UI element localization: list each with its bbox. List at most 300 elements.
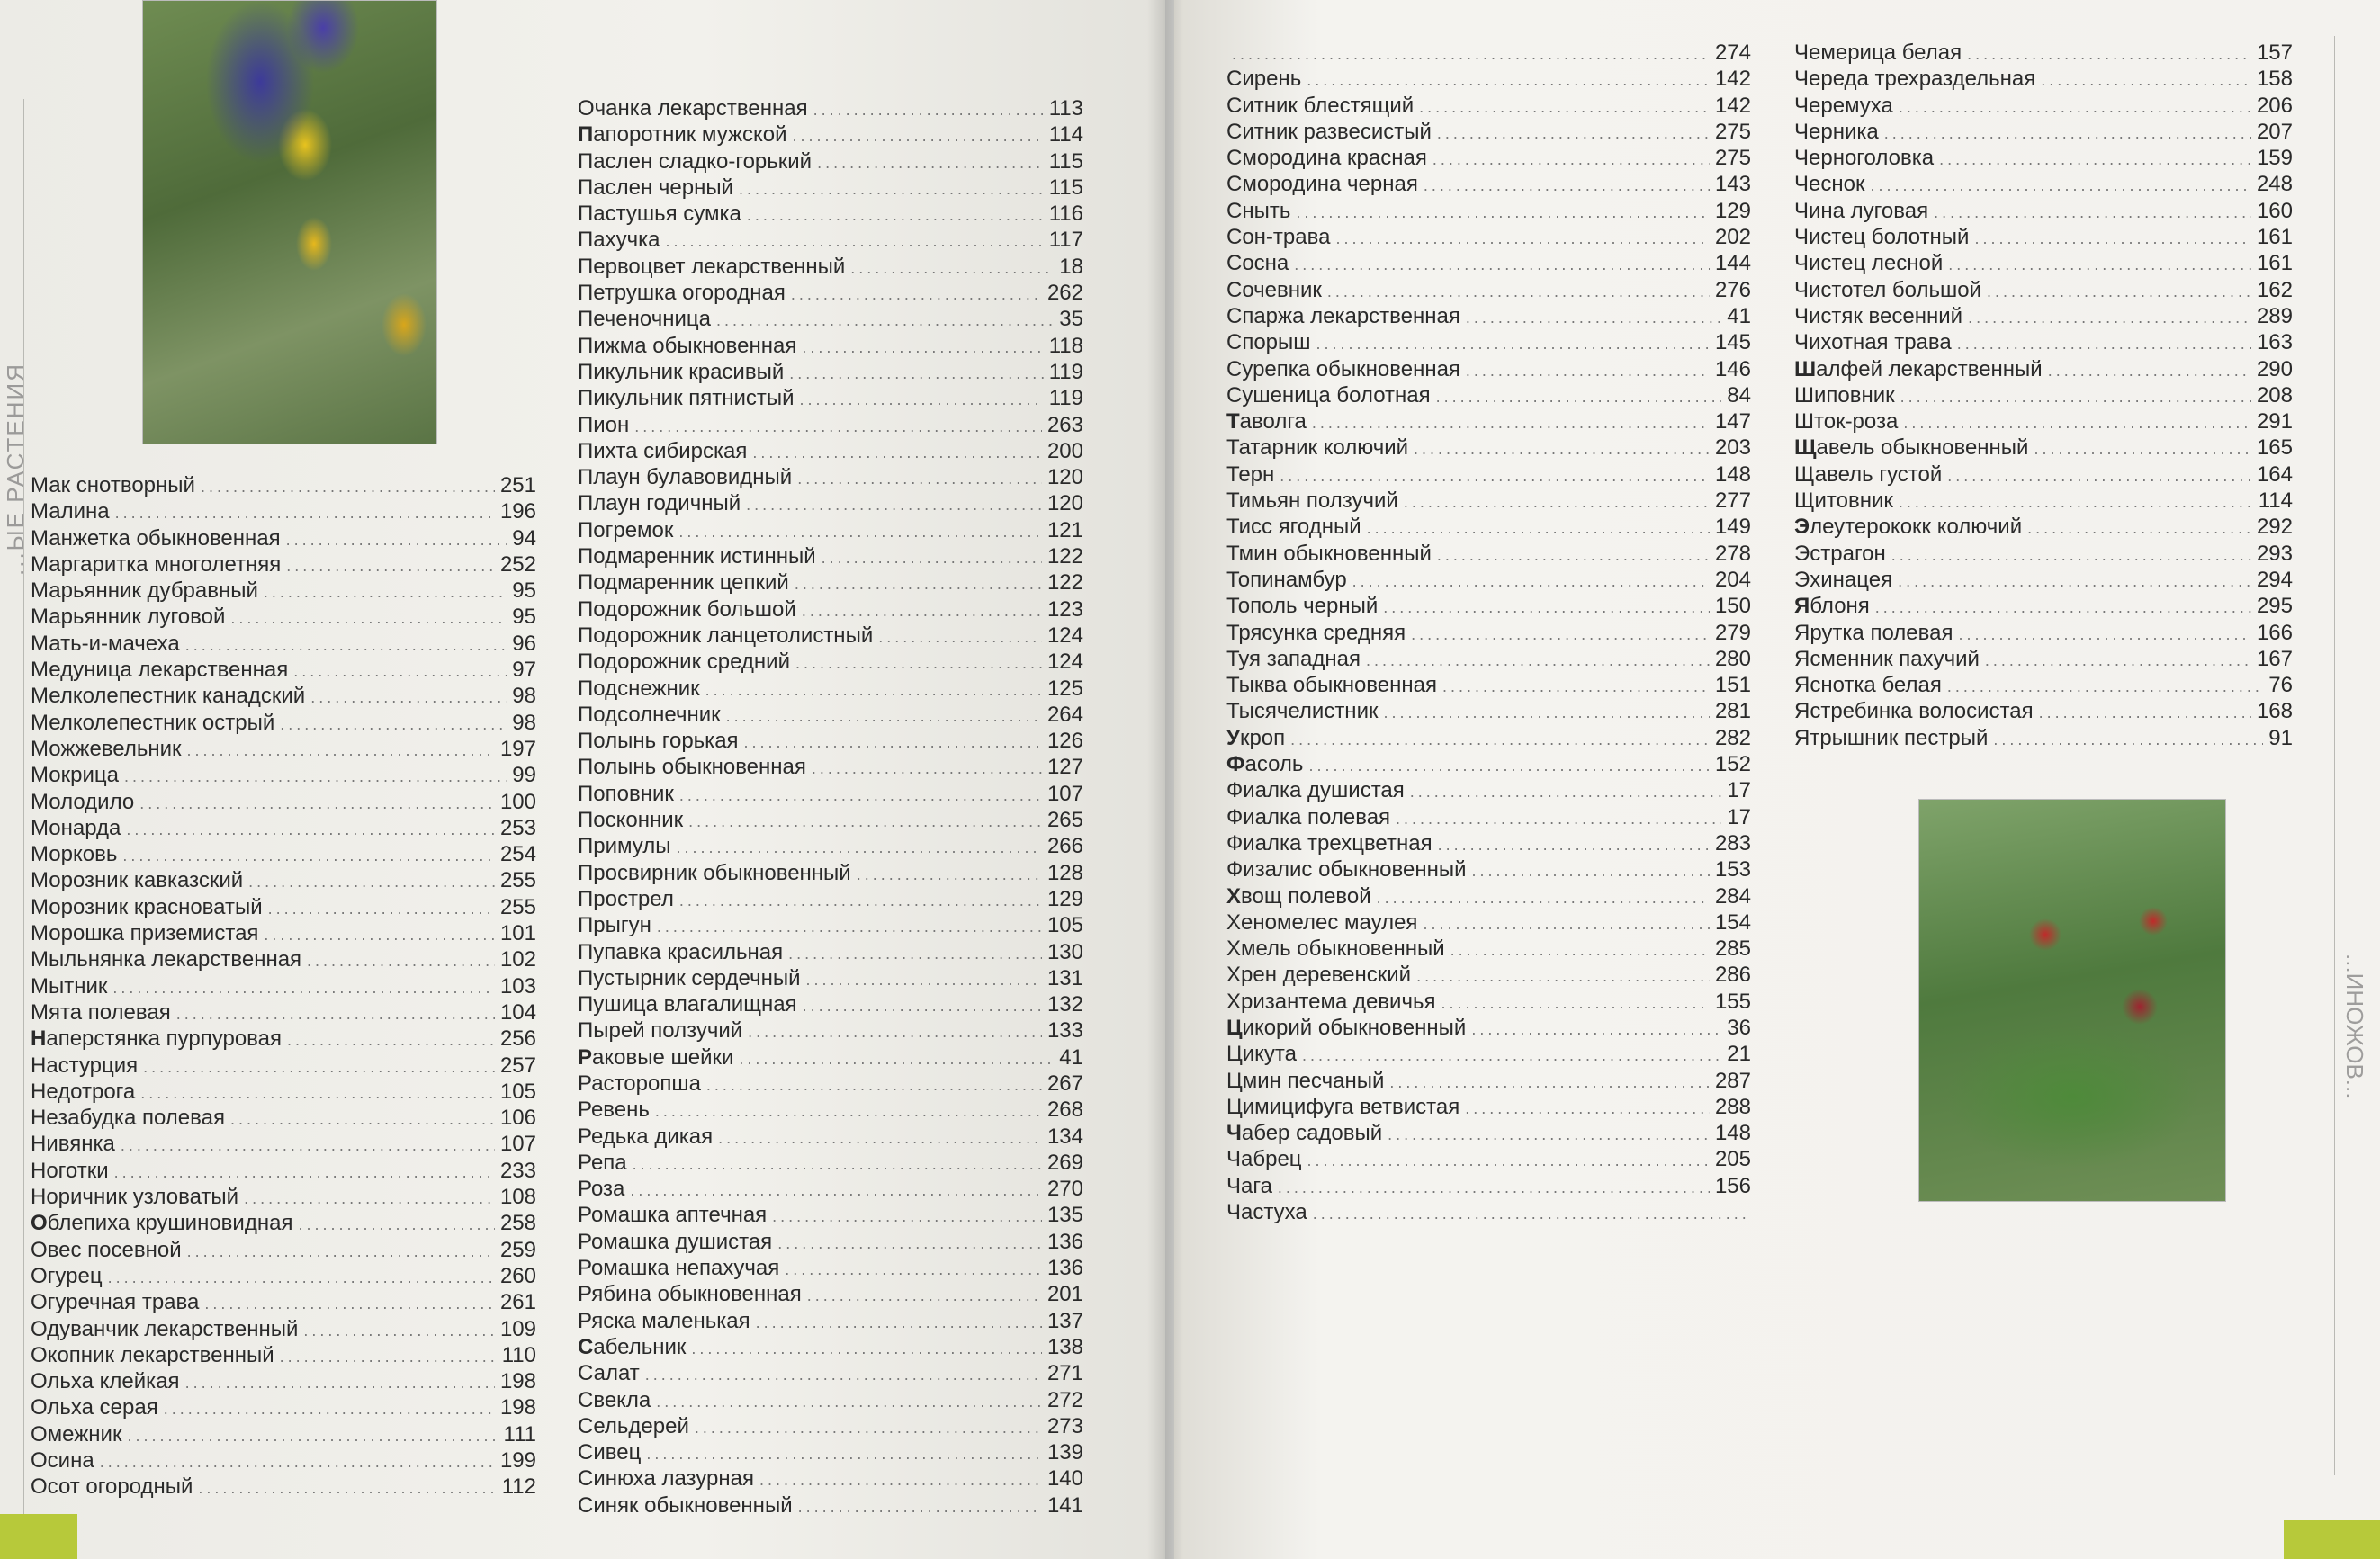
- index-entry: [578, 807, 1083, 833]
- entry-page-number: 198: [499, 1395, 536, 1420]
- entry-name-text: Татарник колючий: [1226, 435, 1409, 461]
- entry-page-number: 116: [1048, 202, 1083, 227]
- index-entry: [1226, 646, 1751, 672]
- index-entry: [1794, 303, 2293, 329]
- entry-name-text: Спаржа лекарственная: [1226, 303, 1460, 328]
- dot-leader: [1419, 94, 1710, 121]
- dot-leader: [803, 993, 1042, 1019]
- entry-page-number: 207: [2256, 119, 2293, 144]
- dot-leader: [807, 1283, 1042, 1309]
- entry-page-number: 161: [2256, 225, 2293, 250]
- entry-name-text: Пырей ползучий: [578, 1018, 743, 1044]
- entry-name: [1226, 277, 1322, 303]
- index-entry: [578, 1124, 1083, 1150]
- dot-leader: [1450, 937, 1710, 963]
- entry-page-number: 100: [499, 789, 536, 814]
- entry-name: [1226, 66, 1301, 92]
- entry-page-number: 208: [2256, 382, 2293, 408]
- entry-name: [31, 683, 305, 709]
- index-entry: [578, 623, 1083, 649]
- dot-leader: [293, 659, 507, 685]
- index-entry: [31, 867, 536, 893]
- entry-page-number: 164: [2256, 461, 2293, 487]
- index-entry: [578, 569, 1083, 596]
- index-entry: [31, 1263, 536, 1289]
- dot-leader: [280, 712, 507, 738]
- dot-leader: [204, 1291, 495, 1317]
- dot-leader: [718, 1125, 1042, 1151]
- entry-name-text: Фиалка полевая: [1226, 804, 1391, 829]
- entry-page-number: 129: [1714, 198, 1751, 223]
- index-entry: [1794, 356, 2293, 382]
- dot-leader: [187, 738, 495, 764]
- entry-name-text: Хеномелес маулея: [1226, 909, 1418, 935]
- dot-leader: [744, 730, 1042, 756]
- index-entry: [1226, 145, 1751, 171]
- entry-page-number: 275: [1714, 119, 1751, 144]
- dot-leader: [691, 1336, 1042, 1362]
- entry-page-number: 142: [1714, 67, 1751, 92]
- entry-name-text: Полынь обыкновенная: [578, 755, 806, 780]
- entry-name-text: Спорыш: [1226, 330, 1311, 355]
- entry-name: [1226, 672, 1437, 698]
- entry-name-text: Сивец: [578, 1440, 642, 1465]
- dot-leader: [878, 624, 1042, 650]
- entry-name: [578, 1097, 650, 1123]
- entry-name-text: Шиповник: [1794, 382, 1895, 408]
- entry-name: [1794, 119, 1879, 145]
- entry-name: [578, 702, 721, 728]
- entry-name: [1226, 698, 1378, 724]
- entry-name: [1794, 303, 1962, 329]
- dot-leader: [1307, 1148, 1710, 1174]
- entry-page-number: 277: [1714, 488, 1751, 514]
- index-entry: [1226, 461, 1751, 488]
- entry-name-text: Сурепка обыкновенная: [1226, 356, 1460, 381]
- entry-name: [578, 201, 741, 227]
- entry-name-text: Чистотел большой: [1794, 277, 1981, 302]
- entry-initial-letter: О: [31, 1211, 48, 1236]
- index-entry: [578, 464, 1083, 490]
- entry-page-number: 101: [499, 921, 536, 946]
- dot-leader: [1903, 410, 2251, 436]
- dot-leader: [1307, 67, 1710, 94]
- entry-name-text: Ромашка аптечная: [578, 1203, 768, 1228]
- entry-name: [1794, 541, 1886, 567]
- dot-leader: [280, 1344, 497, 1370]
- entry-page-number: 275: [1714, 146, 1751, 171]
- index-entry: [578, 490, 1083, 516]
- entry-name-text: Подорожник ланцетолистный: [578, 623, 874, 648]
- entry-page-number: 148: [1714, 1121, 1751, 1146]
- entry-name: [578, 1360, 640, 1386]
- index-entry: [31, 1237, 536, 1263]
- entry-page-number: 103: [499, 973, 536, 999]
- index-entry: [1226, 171, 1751, 197]
- entry-name-text: Ромашка непахучая: [578, 1256, 780, 1281]
- entry-name-text: Частуха: [1226, 1200, 1307, 1225]
- entry-name-text: Паслен черный: [578, 175, 733, 200]
- index-entry: [1226, 909, 1751, 936]
- entry-page-number: 262: [1046, 281, 1083, 306]
- entry-name-text: Трясунка средняя: [1226, 620, 1406, 645]
- dot-leader: [646, 1441, 1042, 1467]
- dot-leader: [298, 1212, 495, 1238]
- entry-name-text: Настурция: [31, 1053, 139, 1078]
- entry-name: [578, 121, 787, 148]
- entry-page-number: 289: [2256, 303, 2293, 328]
- index-entry: [31, 1026, 536, 1052]
- entry-page-number: 134: [1046, 1124, 1083, 1149]
- dot-leader: [1432, 147, 1710, 173]
- entry-page-number: 21: [1727, 1042, 1751, 1067]
- entry-name: [578, 1255, 779, 1281]
- entry-name-text: Омежник: [31, 1421, 122, 1447]
- entry-name: [578, 569, 789, 596]
- dot-leader: [1899, 489, 2253, 515]
- entry-name-text: Ромашка душистая: [578, 1229, 773, 1254]
- index-entry: [578, 306, 1083, 332]
- entry-page-number: 281: [1714, 699, 1751, 724]
- entry-name-text: Марьянник дубравный: [31, 578, 258, 604]
- entry-name-text: Посконник: [578, 808, 684, 833]
- entry-page-number: 84: [1727, 382, 1751, 408]
- entry-name-text: Редька дикая: [578, 1124, 714, 1149]
- entry-name-text: Мыльнянка лекарственная: [31, 947, 302, 972]
- index-entry: [31, 999, 536, 1026]
- dot-leader: [1987, 279, 2251, 305]
- index-entry: [1794, 725, 2293, 751]
- index-entry: [1226, 1015, 1751, 1041]
- entry-page-number: 120: [1046, 491, 1083, 516]
- dot-leader: [115, 500, 495, 526]
- entry-name: [578, 175, 733, 201]
- index-entry: [1226, 620, 1751, 646]
- entry-name-text: Плаун булавовидный: [578, 465, 793, 490]
- index-entry: [31, 1184, 536, 1210]
- entry-name-text: Сныть: [1226, 198, 1291, 223]
- entry-name: [1226, 250, 1289, 276]
- entry-page-number: 295: [2256, 594, 2293, 619]
- entry-name-text: вощ полевой: [1241, 883, 1371, 909]
- entry-name-text: Ярутка полевая: [1794, 620, 1953, 645]
- index-entry: [578, 939, 1083, 965]
- index-entry: [1794, 93, 2293, 119]
- entry-name: [1226, 356, 1460, 382]
- entry-name-text: Пастушья сумка: [578, 202, 741, 227]
- entry-name-text: Нивянка: [31, 1132, 115, 1157]
- entry-name-text: Первоцвет лекарственный: [578, 254, 846, 279]
- entry-name-text: Топинамбур: [1226, 567, 1347, 592]
- index-entry: [1226, 382, 1751, 408]
- dot-leader: [1438, 832, 1710, 858]
- entry-name-text: Тысячелистник: [1226, 699, 1379, 724]
- entry-page-number: 150: [1714, 594, 1751, 619]
- dot-leader: [1410, 779, 1722, 805]
- dot-leader: [1232, 41, 1710, 67]
- index-entry: [31, 1105, 536, 1131]
- entry-name: [578, 254, 845, 280]
- index-entry: [578, 359, 1083, 385]
- index-entry: [1794, 514, 2293, 540]
- entry-page-number: 114: [2258, 488, 2293, 514]
- index-entry: [578, 385, 1083, 411]
- entry-name: [1794, 250, 1943, 276]
- entry-page-number: 125: [1046, 676, 1083, 701]
- entry-name-text: Пустырник сердечный: [578, 965, 801, 990]
- index-entry: [578, 886, 1083, 912]
- index-entry: [578, 543, 1083, 569]
- entry-name-text: Репа: [578, 1150, 627, 1175]
- entry-name: [1226, 804, 1390, 830]
- entry-name: [1226, 989, 1435, 1015]
- dot-leader: [303, 1318, 495, 1344]
- dot-leader: [706, 1072, 1042, 1098]
- entry-name-text: Черноголовка: [1794, 146, 1935, 171]
- entry-name-text: Печеночница: [578, 307, 711, 332]
- index-entry: [1226, 567, 1751, 593]
- entry-name-text: Ряска маленькая: [578, 1308, 750, 1333]
- entry-name-text: Чистец болотный: [1794, 225, 1970, 250]
- entry-page-number: 148: [1714, 461, 1751, 487]
- dot-leader: [739, 176, 1044, 202]
- entry-name: [1794, 145, 1934, 171]
- entry-name: [31, 1210, 292, 1236]
- entry-name: [1226, 856, 1467, 883]
- index-entry: [578, 860, 1083, 886]
- entry-name-text: Подмаренник цепкий: [578, 570, 789, 596]
- entry-name-text: Мелколепестник острый: [31, 710, 275, 735]
- entry-page-number: 127: [1046, 755, 1083, 780]
- dot-leader: [2039, 700, 2251, 726]
- index-entry: [578, 227, 1083, 253]
- entry-page-number: 132: [1046, 992, 1083, 1017]
- dot-leader: [264, 579, 507, 605]
- entry-name: [578, 1492, 793, 1519]
- entry-name: [578, 490, 741, 516]
- dot-leader: [1290, 727, 1710, 753]
- entry-name-text: Манжетка обыкновенная: [31, 525, 281, 551]
- entry-page-number: 136: [1046, 1229, 1083, 1254]
- entry-page-number: 294: [2256, 567, 2293, 592]
- entry-name-text: Чемерица белая: [1794, 40, 1962, 65]
- entry-name-text: Тыква обыкновенная: [1226, 673, 1437, 698]
- dot-leader: [1366, 648, 1710, 674]
- entry-page-number: 110: [501, 1342, 536, 1367]
- entry-name: [31, 1421, 121, 1447]
- index-entry: [578, 1308, 1083, 1334]
- entry-name-text: Поповник: [578, 781, 674, 806]
- entry-page-number: 168: [2256, 699, 2293, 724]
- entry-page-number: 119: [1048, 359, 1083, 384]
- entry-name: [1226, 1146, 1302, 1172]
- dot-leader: [1891, 542, 2251, 569]
- entry-name: [578, 1308, 750, 1334]
- dot-leader: [1958, 622, 2251, 648]
- entry-name: [578, 807, 683, 833]
- entry-name-text: Мытник: [31, 973, 108, 999]
- index-entry: [578, 596, 1083, 623]
- entry-name-text: Незабудка полевая: [31, 1106, 225, 1131]
- entry-name: [31, 1263, 103, 1289]
- index-entry: [1226, 593, 1751, 619]
- entry-page-number: 266: [1046, 834, 1083, 859]
- entry-page-number: 252: [499, 551, 536, 577]
- index-entry: [1794, 488, 2293, 514]
- index-entry: [578, 1334, 1083, 1360]
- entry-name-text: Чистец лесной: [1794, 251, 1944, 276]
- entry-page-number: 290: [2256, 356, 2293, 381]
- dot-leader: [716, 308, 1054, 334]
- entry-page-number: 161: [2256, 251, 2293, 276]
- entry-name-text: Подснежник: [578, 676, 700, 701]
- dot-leader: [665, 228, 1043, 255]
- entry-page-number: 144: [1714, 251, 1751, 276]
- entry-name: [31, 973, 107, 999]
- entry-name-text: Терн: [1226, 461, 1275, 487]
- entry-name: [1794, 171, 1864, 197]
- entry-name: [578, 912, 651, 938]
- entry-name-text: Туя западная: [1226, 646, 1361, 671]
- entry-name: [1226, 408, 1307, 435]
- index-entry: [31, 1394, 536, 1420]
- entry-name-text: Сушеница болотная: [1226, 382, 1431, 408]
- entry-page-number: 17: [1727, 804, 1751, 829]
- index-entry: [1794, 171, 2293, 197]
- entry-page-number: 196: [499, 499, 536, 524]
- dot-leader: [1870, 173, 2251, 199]
- entry-name: [578, 148, 812, 175]
- index-entry: [1226, 989, 1751, 1015]
- entry-name: [1794, 277, 1981, 303]
- entry-name: [578, 623, 873, 649]
- entry-name: [578, 543, 816, 569]
- index-entry: [1794, 277, 2293, 303]
- entry-page-number: 254: [499, 842, 536, 867]
- entry-name: [31, 1158, 109, 1184]
- entry-name: [1794, 461, 1942, 488]
- entry-name-text: Огуречная трава: [31, 1290, 200, 1315]
- entry-initial-letter: У: [1226, 725, 1240, 750]
- entry-name-text: Чистяк весенний: [1794, 303, 1963, 328]
- entry-page-number: 260: [499, 1263, 536, 1288]
- entry-name: [1226, 541, 1432, 567]
- index-entry: [578, 1071, 1083, 1097]
- entry-name: [1226, 382, 1431, 408]
- entry-page-number: 138: [1046, 1334, 1083, 1359]
- entry-name: [578, 886, 674, 912]
- dot-leader: [1875, 595, 2251, 621]
- right-side-caption: ...ИНОЖОВ...: [2341, 954, 2368, 1099]
- index-entry: [1794, 250, 2293, 276]
- entry-name: [1226, 830, 1432, 856]
- index-entry: [578, 148, 1083, 175]
- index-entry: [1226, 329, 1751, 355]
- entry-page-number: 251: [499, 473, 536, 497]
- entry-name: [31, 604, 225, 630]
- entry-page-number: 99: [512, 763, 536, 788]
- entry-name-text: Погремок: [578, 517, 674, 542]
- index-entry: [578, 1413, 1083, 1439]
- index-entry: [1226, 66, 1751, 92]
- entry-name: [1226, 93, 1414, 119]
- entry-page-number: 115: [1048, 175, 1083, 200]
- index-entry: [31, 578, 536, 604]
- dot-leader: [176, 1001, 495, 1027]
- entry-page-number: 198: [499, 1369, 536, 1394]
- index-entry: [578, 1150, 1083, 1176]
- entry-name-text: Марьянник луговой: [31, 605, 226, 630]
- entry-name: [578, 385, 795, 411]
- entry-name-text: аковые шейки: [592, 1044, 734, 1070]
- entry-name-text: блоня: [1810, 594, 1870, 619]
- entry-name: [31, 946, 301, 972]
- entry-page-number: 155: [1714, 989, 1751, 1014]
- entry-name: [578, 464, 792, 490]
- dot-leader: [1280, 463, 1710, 489]
- entry-name: [1794, 672, 1942, 698]
- entry-name-text: Чихотная трава: [1794, 330, 1952, 355]
- index-entry: [1794, 593, 2293, 619]
- entry-page-number: 204: [1714, 567, 1751, 592]
- entry-page-number: 274: [1714, 40, 1751, 65]
- entry-name: [578, 1465, 754, 1492]
- dot-leader: [813, 97, 1044, 123]
- entry-name: [1226, 171, 1418, 197]
- index-entry: [31, 1053, 536, 1079]
- dot-leader: [1308, 753, 1710, 779]
- entry-name-text: Пикульник красивый: [578, 359, 785, 384]
- dot-leader: [817, 150, 1044, 176]
- dot-leader: [806, 967, 1042, 993]
- wild-strawberry-photo: [1918, 799, 2226, 1202]
- entry-page-number: 257: [499, 1053, 536, 1078]
- entry-name: [31, 789, 134, 815]
- dot-leader: [1934, 200, 2251, 226]
- entry-name: [578, 965, 801, 991]
- entry-page-number: 153: [1714, 857, 1751, 883]
- entry-page-number: 158: [2256, 67, 2293, 92]
- entry-name: [1226, 514, 1361, 540]
- entry-page-number: 152: [1714, 752, 1751, 777]
- dot-leader: [1974, 226, 2251, 252]
- dot-leader: [1316, 331, 1710, 357]
- dot-leader: [802, 335, 1043, 361]
- entry-name: [31, 1184, 238, 1210]
- entry-name: [31, 999, 171, 1026]
- index-entry: [578, 333, 1083, 359]
- index-entry: [1226, 303, 1751, 329]
- entry-name-text: Эхинацея: [1794, 567, 1893, 592]
- entry-name-text: Чина луговая: [1794, 198, 1929, 223]
- entry-name: [1226, 567, 1347, 593]
- dot-leader: [201, 474, 495, 500]
- index-entry: [578, 175, 1083, 201]
- entry-page-number: 141: [1046, 1492, 1083, 1518]
- entry-page-number: 233: [499, 1158, 536, 1183]
- index-entry: [31, 551, 536, 578]
- entry-name: [1226, 883, 1371, 909]
- entry-name: [578, 676, 700, 702]
- entry-name-text: Ситник развесистый: [1226, 119, 1432, 144]
- entry-page-number: 104: [499, 999, 536, 1025]
- entry-name: [578, 412, 629, 438]
- entry-name: [1226, 224, 1330, 250]
- entry-page-number: 199: [499, 1447, 536, 1473]
- entry-page-number: 287: [1714, 1068, 1751, 1093]
- dot-leader: [746, 492, 1042, 518]
- entry-page-number: 166: [2256, 620, 2293, 645]
